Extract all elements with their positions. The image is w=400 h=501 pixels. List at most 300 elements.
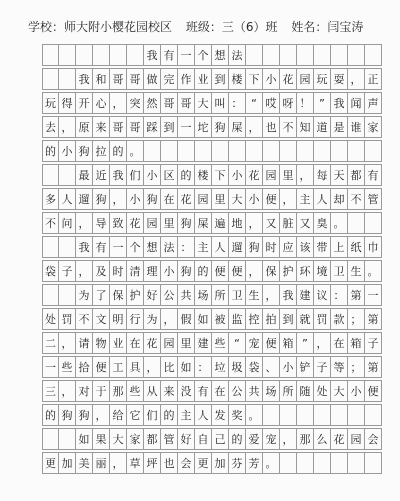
grid-cell: 家 bbox=[365, 116, 382, 138]
grid-cell: 不 bbox=[76, 308, 93, 330]
grid-cell: 共 bbox=[178, 284, 195, 306]
grid-cell: 境 bbox=[314, 260, 331, 282]
grid-cell bbox=[365, 452, 382, 474]
grid-cell: 卫 bbox=[229, 284, 246, 306]
grid-cell: 大 bbox=[110, 428, 127, 450]
grid-cell: 坪 bbox=[144, 452, 161, 474]
grid-cell bbox=[365, 404, 382, 426]
grid-cell: 不 bbox=[280, 116, 297, 138]
grid-cell: 不 bbox=[348, 188, 365, 210]
grid-cell: 护 bbox=[280, 260, 297, 282]
grid-cell: 的 bbox=[195, 260, 212, 282]
grid-cell: 个 bbox=[195, 44, 212, 66]
grid-row bbox=[42, 284, 382, 306]
grid-cell: 遍 bbox=[212, 212, 229, 234]
grid-cell: 园 bbox=[144, 212, 161, 234]
grid-row bbox=[42, 428, 382, 450]
grid-cell: 己 bbox=[212, 428, 229, 450]
grid-cell bbox=[42, 236, 59, 258]
grid-cell: 理 bbox=[144, 260, 161, 282]
grid-cell: 问 bbox=[59, 212, 76, 234]
grid-cell: ， bbox=[59, 116, 76, 138]
grid-cell: 共 bbox=[246, 380, 263, 402]
grid-cell: 场 bbox=[195, 284, 212, 306]
grid-cell: 里 bbox=[178, 332, 195, 354]
grid-cell: 么 bbox=[314, 428, 331, 450]
grid-cell: 更 bbox=[195, 452, 212, 474]
grid-cell bbox=[195, 140, 212, 162]
grid-cell: 哥 bbox=[178, 92, 195, 114]
grid-cell: 我 bbox=[76, 68, 93, 90]
grid-cell: 主 bbox=[178, 404, 195, 426]
grid-cell: 狗 bbox=[178, 212, 195, 234]
grid-cell bbox=[297, 404, 314, 426]
grid-cell bbox=[59, 428, 76, 450]
grid-cell: 果 bbox=[93, 428, 110, 450]
grid-cell: 箱 bbox=[280, 332, 297, 354]
grid-cell: 个 bbox=[127, 236, 144, 258]
grid-cell: 二 bbox=[42, 332, 59, 354]
grid-cell: 带 bbox=[314, 236, 331, 258]
grid-row bbox=[42, 140, 382, 162]
grid-cell: 假 bbox=[178, 308, 195, 330]
grid-cell: 明 bbox=[110, 308, 127, 330]
grid-cell: ， bbox=[110, 92, 127, 114]
grid-cell: 突 bbox=[127, 92, 144, 114]
grid-row bbox=[42, 260, 382, 282]
grid-cell: 又 bbox=[263, 212, 280, 234]
grid-cell: 行 bbox=[127, 308, 144, 330]
grid-cell: 哥 bbox=[110, 116, 127, 138]
grid-cell: 子 bbox=[59, 260, 76, 282]
grid-cell: 清 bbox=[127, 260, 144, 282]
grid-cell bbox=[229, 140, 246, 162]
grid-cell bbox=[42, 68, 59, 90]
grid-cell: 款 bbox=[331, 308, 348, 330]
grid-cell: 到 bbox=[280, 308, 297, 330]
grid-cell: 呀 bbox=[280, 92, 297, 114]
grid-cell bbox=[59, 236, 76, 258]
grid-cell: 在 bbox=[161, 188, 178, 210]
grid-cell: 便 bbox=[229, 260, 246, 282]
grid-cell: 心 bbox=[93, 92, 110, 114]
grid-cell: 踩 bbox=[144, 116, 161, 138]
grid-cell: 一 bbox=[365, 284, 382, 306]
grid-cell: 更 bbox=[42, 452, 59, 474]
grid-cell: 控 bbox=[246, 308, 263, 330]
grid-cell: 狗 bbox=[59, 404, 76, 426]
grid-cell: 巾 bbox=[365, 236, 382, 258]
grid-row bbox=[42, 380, 382, 402]
grid-cell: ， bbox=[110, 188, 127, 210]
grid-cell: ， bbox=[246, 116, 263, 138]
grid-cell: 们 bbox=[144, 404, 161, 426]
grid-cell bbox=[161, 140, 178, 162]
grid-cell: 的 bbox=[178, 164, 195, 186]
grid-cell: ， bbox=[280, 428, 297, 450]
grid-cell: 会 bbox=[365, 428, 382, 450]
grid-cell: 第 bbox=[348, 284, 365, 306]
grid-cell: 遛 bbox=[229, 236, 246, 258]
grid-cell: 狗 bbox=[246, 236, 263, 258]
grid-cell: 公 bbox=[161, 284, 178, 306]
grid-cell: 我 bbox=[144, 44, 161, 66]
grid-cell bbox=[280, 140, 297, 162]
grid-cell: 一 bbox=[178, 116, 195, 138]
grid-cell: 便 bbox=[263, 332, 280, 354]
grid-cell bbox=[348, 140, 365, 162]
grid-cell: 从 bbox=[144, 380, 161, 402]
grid-cell: 花 bbox=[280, 68, 297, 90]
grid-cell: 没 bbox=[178, 380, 195, 402]
grid-row bbox=[42, 188, 382, 210]
essay-title-row bbox=[42, 44, 382, 66]
grid-cell: 下 bbox=[212, 164, 229, 186]
grid-cell bbox=[365, 212, 382, 234]
grid-cell: 想 bbox=[144, 236, 161, 258]
grid-cell: 屎 bbox=[195, 212, 212, 234]
grid-cell: 然 bbox=[144, 92, 161, 114]
grid-cell bbox=[297, 140, 314, 162]
header bbox=[28, 18, 388, 38]
grid-cell: 的 bbox=[229, 428, 246, 450]
grid-cell: 所 bbox=[212, 284, 229, 306]
grid-cell: ； bbox=[348, 356, 365, 378]
school-label: 学校：师大附小樱花园校区 bbox=[28, 20, 173, 34]
grid-cell: 我 bbox=[331, 92, 348, 114]
grid-cell: 业 bbox=[195, 68, 212, 90]
grid-cell: ， bbox=[93, 404, 110, 426]
grid-cell: 有 bbox=[93, 236, 110, 258]
grid-cell bbox=[42, 44, 59, 66]
grid-cell: 园 bbox=[263, 164, 280, 186]
grid-cell: 便 bbox=[93, 356, 110, 378]
grid-cell bbox=[314, 140, 331, 162]
grid-cell: 的 bbox=[110, 140, 127, 162]
grid-cell: ， bbox=[280, 188, 297, 210]
grid-cell: 于 bbox=[93, 380, 110, 402]
grid-row bbox=[42, 452, 382, 474]
grid-cell: 奖 bbox=[229, 404, 246, 426]
grid-cell bbox=[314, 452, 331, 474]
grid-cell: 便 bbox=[263, 188, 280, 210]
grid-cell: 那 bbox=[297, 428, 314, 450]
grid-cell: 人 bbox=[212, 236, 229, 258]
grid-cell: 园 bbox=[297, 68, 314, 90]
grid-cell: 致 bbox=[110, 212, 127, 234]
grid-cell: 来 bbox=[161, 380, 178, 402]
grid-cell: “ bbox=[246, 92, 263, 114]
grid-cell bbox=[331, 452, 348, 474]
grid-cell bbox=[331, 44, 348, 66]
grid-cell: 谁 bbox=[348, 116, 365, 138]
grid-cell: 小 bbox=[246, 188, 263, 210]
grid-cell: 有 bbox=[161, 44, 178, 66]
grid-row bbox=[42, 332, 382, 354]
grid-cell: 道 bbox=[314, 116, 331, 138]
grid-cell bbox=[246, 44, 263, 66]
grid-cell: 上 bbox=[331, 236, 348, 258]
grid-cell: 垃 bbox=[212, 356, 229, 378]
grid-cell: 狗 bbox=[178, 260, 195, 282]
grid-cell: ， bbox=[76, 260, 93, 282]
grid-cell: 铲 bbox=[297, 356, 314, 378]
grid-cell: 有 bbox=[195, 380, 212, 402]
grid-cell: 正 bbox=[365, 68, 382, 90]
grid-cell: 里 bbox=[161, 212, 178, 234]
grid-cell bbox=[42, 428, 59, 450]
grid-row bbox=[42, 92, 382, 114]
grid-cell: 大 bbox=[229, 188, 246, 210]
grid-cell bbox=[331, 404, 348, 426]
grid-cell: 的 bbox=[42, 140, 59, 162]
grid-cell: 。 bbox=[331, 212, 348, 234]
grid-cell: 天 bbox=[331, 164, 348, 186]
grid-cell: 都 bbox=[144, 428, 161, 450]
grid-cell: 下 bbox=[246, 68, 263, 90]
grid-cell: 开 bbox=[76, 92, 93, 114]
grid-cell: 具 bbox=[127, 356, 144, 378]
grid-row bbox=[42, 356, 382, 378]
grid-cell bbox=[280, 404, 297, 426]
grid-cell: 发 bbox=[212, 404, 229, 426]
grid-cell: 圾 bbox=[229, 356, 246, 378]
grid-cell bbox=[246, 140, 263, 162]
grid-cell: 。 bbox=[263, 452, 280, 474]
grid-cell: 人 bbox=[195, 404, 212, 426]
grid-cell: 为 bbox=[76, 284, 93, 306]
grid-cell: 。 bbox=[246, 404, 263, 426]
grid-cell: 一 bbox=[110, 236, 127, 258]
grid-cell: 罚 bbox=[59, 308, 76, 330]
grid-cell bbox=[280, 44, 297, 66]
grid-cell: 声 bbox=[365, 92, 382, 114]
grid-cell: 些 bbox=[127, 380, 144, 402]
grid-cell: 狗 bbox=[93, 188, 110, 210]
grid-cell: 子 bbox=[314, 356, 331, 378]
grid-cell bbox=[314, 44, 331, 66]
grid-cell: 主 bbox=[195, 236, 212, 258]
grid-cell: 做 bbox=[144, 68, 161, 90]
grid-cell: 哥 bbox=[110, 68, 127, 90]
grid-cell bbox=[178, 140, 195, 162]
grid-cell: 却 bbox=[331, 188, 348, 210]
grid-cell: 比 bbox=[161, 356, 178, 378]
grid-cell: 。 bbox=[127, 140, 144, 162]
grid-cell: 里 bbox=[212, 188, 229, 210]
grid-cell: ， bbox=[246, 212, 263, 234]
grid-cell: 如 bbox=[178, 356, 195, 378]
grid-cell: 自 bbox=[195, 428, 212, 450]
grid-cell: 工 bbox=[110, 356, 127, 378]
grid-cell bbox=[59, 164, 76, 186]
grid-cell: 在 bbox=[212, 380, 229, 402]
grid-cell: 建 bbox=[297, 284, 314, 306]
grid-cell: 应 bbox=[280, 236, 297, 258]
grid-cell: 文 bbox=[93, 308, 110, 330]
grid-cell bbox=[348, 212, 365, 234]
grid-cell: 法 bbox=[229, 44, 246, 66]
grid-cell: 物 bbox=[93, 332, 110, 354]
grid-cell: 生 bbox=[246, 284, 263, 306]
grid-cell: 在 bbox=[127, 332, 144, 354]
grid-cell: 是 bbox=[331, 116, 348, 138]
grid-cell bbox=[212, 140, 229, 162]
grid-cell: 小 bbox=[59, 140, 76, 162]
grid-cell: 园 bbox=[195, 188, 212, 210]
grid-cell: 遛 bbox=[76, 188, 93, 210]
writing-grid bbox=[42, 44, 382, 484]
grid-cell: ； bbox=[348, 308, 365, 330]
grid-cell: 些 bbox=[59, 356, 76, 378]
grid-cell: ， bbox=[144, 356, 161, 378]
grid-cell bbox=[144, 140, 161, 162]
grid-cell bbox=[280, 452, 297, 474]
grid-cell bbox=[314, 404, 331, 426]
grid-cell: 导 bbox=[93, 212, 110, 234]
grid-cell: 知 bbox=[297, 116, 314, 138]
grid-cell: 近 bbox=[93, 164, 110, 186]
grid-cell bbox=[263, 404, 280, 426]
class-label: 班级：三（6）班 bbox=[185, 20, 278, 34]
grid-cell: ， bbox=[161, 308, 178, 330]
grid-cell: ， bbox=[110, 452, 127, 474]
grid-cell: ： bbox=[195, 356, 212, 378]
grid-cell: 时 bbox=[110, 260, 127, 282]
grid-cell: “ bbox=[229, 332, 246, 354]
grid-cell: 它 bbox=[127, 404, 144, 426]
grid-cell: ， bbox=[348, 68, 365, 90]
grid-cell: 建 bbox=[195, 332, 212, 354]
grid-cell: 处 bbox=[42, 308, 59, 330]
grid-cell: 人 bbox=[59, 188, 76, 210]
grid-cell: 的 bbox=[161, 404, 178, 426]
grid-cell: 们 bbox=[127, 164, 144, 186]
grid-cell: 狗 bbox=[76, 140, 93, 162]
grid-cell bbox=[59, 44, 76, 66]
grid-cell: 第 bbox=[365, 308, 382, 330]
grid-cell: 园 bbox=[161, 332, 178, 354]
grid-cell: 玩 bbox=[42, 92, 59, 114]
grid-cell bbox=[93, 44, 110, 66]
grid-cell: 叫 bbox=[212, 92, 229, 114]
grid-cell: 三 bbox=[42, 380, 59, 402]
grid-cell: 花 bbox=[178, 188, 195, 210]
grid-cell: 坨 bbox=[195, 116, 212, 138]
name-label: 姓名：闫宝涛 bbox=[291, 20, 364, 34]
grid-row bbox=[42, 68, 382, 90]
grid-cell: 最 bbox=[76, 164, 93, 186]
grid-cell: 便 bbox=[365, 380, 382, 402]
grid-cell: 该 bbox=[297, 236, 314, 258]
grid-cell: 了 bbox=[93, 284, 110, 306]
grid-cell: 想 bbox=[212, 44, 229, 66]
grid-cell: 臭 bbox=[314, 212, 331, 234]
grid-cell: 丽 bbox=[93, 452, 110, 474]
grid-cell: 等 bbox=[331, 356, 348, 378]
grid-cell bbox=[76, 44, 93, 66]
grid-cell: ， bbox=[263, 284, 280, 306]
grid-cell: 到 bbox=[212, 68, 229, 90]
grid-cell: 时 bbox=[263, 236, 280, 258]
grid-cell: 好 bbox=[178, 428, 195, 450]
grid-cell bbox=[348, 452, 365, 474]
grid-cell bbox=[42, 284, 59, 306]
grid-cell: 哎 bbox=[263, 92, 280, 114]
grid-cell bbox=[263, 44, 280, 66]
grid-cell: 狗 bbox=[144, 188, 161, 210]
grid-cell bbox=[127, 44, 144, 66]
grid-cell: 地 bbox=[229, 212, 246, 234]
grid-cell: 就 bbox=[297, 308, 314, 330]
grid-cell: 所 bbox=[280, 380, 297, 402]
grid-cell: 来 bbox=[93, 116, 110, 138]
grid-cell: 业 bbox=[110, 332, 127, 354]
grid-cell: 保 bbox=[110, 284, 127, 306]
grid-cell: 人 bbox=[314, 188, 331, 210]
grid-cell: 美 bbox=[76, 452, 93, 474]
grid-cell bbox=[365, 44, 382, 66]
grid-cell: 家 bbox=[127, 428, 144, 450]
grid-cell bbox=[297, 452, 314, 474]
grid-row bbox=[42, 116, 382, 138]
grid-cell: 给 bbox=[110, 404, 127, 426]
grid-cell: 如 bbox=[195, 308, 212, 330]
grid-cell: 芬 bbox=[229, 452, 246, 474]
grid-cell bbox=[59, 284, 76, 306]
grid-cell: 小 bbox=[263, 68, 280, 90]
grid-cell: 公 bbox=[229, 380, 246, 402]
grid-cell: 环 bbox=[297, 260, 314, 282]
grid-cell: 园 bbox=[348, 428, 365, 450]
grid-cell: 纸 bbox=[348, 236, 365, 258]
grid-cell: 花 bbox=[246, 164, 263, 186]
grid-cell: 护 bbox=[127, 284, 144, 306]
grid-cell: 如 bbox=[76, 428, 93, 450]
grid-cell bbox=[110, 44, 127, 66]
grid-cell: 小 bbox=[280, 356, 297, 378]
grid-cell: 狗 bbox=[212, 116, 229, 138]
grid-cell: 楼 bbox=[195, 164, 212, 186]
grid-cell: 爱 bbox=[246, 428, 263, 450]
grid-cell bbox=[331, 140, 348, 162]
grid-cell bbox=[263, 140, 280, 162]
grid-cell: ： bbox=[331, 284, 348, 306]
grid-cell: 小 bbox=[144, 164, 161, 186]
grid-cell: 小 bbox=[161, 260, 178, 282]
grid-cell: 哥 bbox=[127, 116, 144, 138]
grid-row bbox=[42, 404, 382, 426]
grid-cell: 哥 bbox=[161, 92, 178, 114]
grid-cell: 在 bbox=[331, 332, 348, 354]
grid-cell bbox=[59, 68, 76, 90]
grid-cell: 主 bbox=[297, 188, 314, 210]
grid-cell: 完 bbox=[161, 68, 178, 90]
grid-cell: 得 bbox=[59, 92, 76, 114]
grid-cell: 拉 bbox=[93, 140, 110, 162]
grid-cell: 生 bbox=[348, 260, 365, 282]
grid-cell: 宠 bbox=[263, 428, 280, 450]
grid-cell: 袋 bbox=[42, 260, 59, 282]
grid-cell: ， bbox=[59, 332, 76, 354]
grid-cell: 到 bbox=[161, 116, 178, 138]
grid-cell: 随 bbox=[297, 380, 314, 402]
grid-cell: 小 bbox=[229, 164, 246, 186]
grid-cell: 好 bbox=[144, 284, 161, 306]
grid-cell: 为 bbox=[144, 308, 161, 330]
grid-cell: 耍 bbox=[331, 68, 348, 90]
grid-cell: 对 bbox=[76, 380, 93, 402]
